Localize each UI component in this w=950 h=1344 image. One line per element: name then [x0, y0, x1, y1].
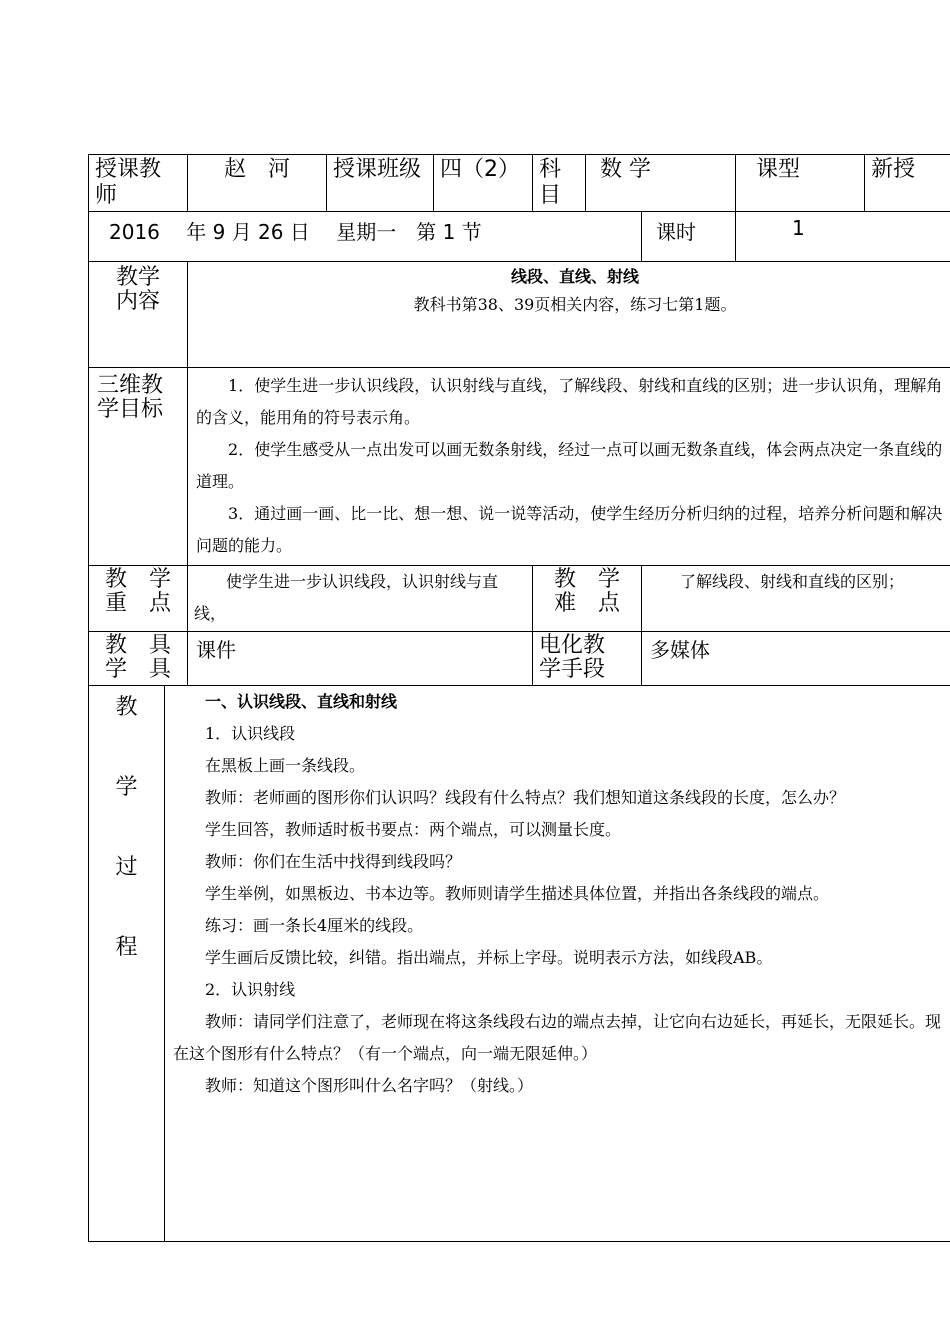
period-label: 课时 — [642, 212, 736, 262]
media-value: 多媒体 — [642, 632, 950, 686]
subject-value: 数 学 — [586, 155, 736, 212]
key-point-cell — [188, 566, 533, 632]
process-paragraph: 学生回答，教师适时板书要点：两个端点，可以测量长度。 — [205, 820, 622, 839]
process-label: 教 学 过 程 — [89, 686, 165, 1242]
process-paragraph: 2．认识射线 — [205, 980, 296, 999]
lesson-plan-table — [88, 154, 950, 1242]
period-value: 1 — [736, 212, 950, 262]
objectives-cell — [188, 368, 950, 566]
media-label: 电化教 学手段 — [533, 632, 642, 686]
teacher-name: 赵 河 — [188, 155, 327, 212]
key-point-label: 教 学 重 点 — [89, 566, 188, 632]
process-row — [89, 686, 950, 1242]
focus-row — [89, 566, 950, 632]
content-title: 线段、直线、射线 — [511, 267, 640, 286]
date-row — [89, 212, 950, 262]
objectives-label: 三维教 学目标 — [89, 368, 188, 566]
process-cell — [165, 686, 950, 1242]
process-paragraph: 在黑板上画一条线段。 — [205, 756, 366, 775]
objective-item: 1．使学生进一步认识线段，认识射线与直线，了解线段、射线和直线的区别；进一步认识角，理解角的含义，能用角的符号表示角。 — [196, 376, 943, 427]
process-paragraph: 学生举例，如黑板边、书本边等。教师则请学生描述具体位置，并指出各条线段的端点。 — [205, 884, 830, 903]
tools-row — [89, 632, 950, 686]
process-paragraph: 练习：画一条长4厘米的线段。 — [205, 916, 424, 935]
tools-label: 教 具 学 具 — [89, 632, 188, 686]
objective-item: 3．通过画一画、比一比、想一想、说一说等活动，使学生经历分析归纳的过程，培养分析问题和解决问题的能力。 — [196, 504, 943, 555]
difficulty-label: 教 学 难 点 — [533, 566, 642, 632]
type-label: 课型 — [736, 155, 865, 212]
subject-label: 科目 — [533, 155, 586, 212]
process-paragraph: 1．认识线段 — [205, 724, 296, 743]
tools-value: 课件 — [188, 632, 533, 686]
content-description: 教科书第38、39页相关内容，练习七第1题。 — [413, 295, 737, 314]
process-paragraph: 学生画后反馈比较，纠错。指出端点，并标上字母。说明表示方法，如线段AB。 — [205, 948, 773, 967]
difficulty-text: 了解线段、射线和直线的区别； — [680, 572, 905, 591]
content-cell — [188, 262, 950, 368]
process-paragraph: 教师：请同学们注意了，老师现在将这条线段右边的端点去掉，让它向右边延长，再延长，无限延长。现在这个图形有什么特点？（有一个端点，向一端无限延伸。） — [173, 1012, 942, 1063]
difficulty-cell — [642, 566, 950, 632]
type-value: 新授 — [865, 155, 950, 212]
class-label: 授课班级 — [327, 155, 434, 212]
content-row — [89, 262, 950, 368]
section-title: 一、认识线段、直线和射线 — [205, 692, 398, 711]
process-paragraph: 教师：知道这个图形叫什么名字吗？（射线。） — [205, 1076, 534, 1095]
class-value: 四（2） — [434, 155, 533, 212]
content-label: 教学 内容 — [89, 262, 188, 368]
key-point-text: 使学生进一步认识线段，认识射线与直线， — [194, 572, 499, 623]
objective-item: 2．使学生感受从一点出发可以画无数条射线，经过一点可以画无数条直线，体会两点决定一条直线的道理。 — [196, 440, 943, 491]
process-paragraph: 教师：老师画的图形你们认识吗？线段有什么特点？我们想知道这条线段的长度，怎么办？ — [205, 788, 846, 807]
process-paragraph: 教师：你们在生活中找得到线段吗？ — [205, 852, 462, 871]
header-row — [89, 155, 950, 212]
date-text: 2016 年 9 月 26 日 星期一 第 1 节 — [89, 212, 642, 262]
teacher-label: 授课教师 — [89, 155, 188, 212]
objectives-row — [89, 368, 950, 566]
